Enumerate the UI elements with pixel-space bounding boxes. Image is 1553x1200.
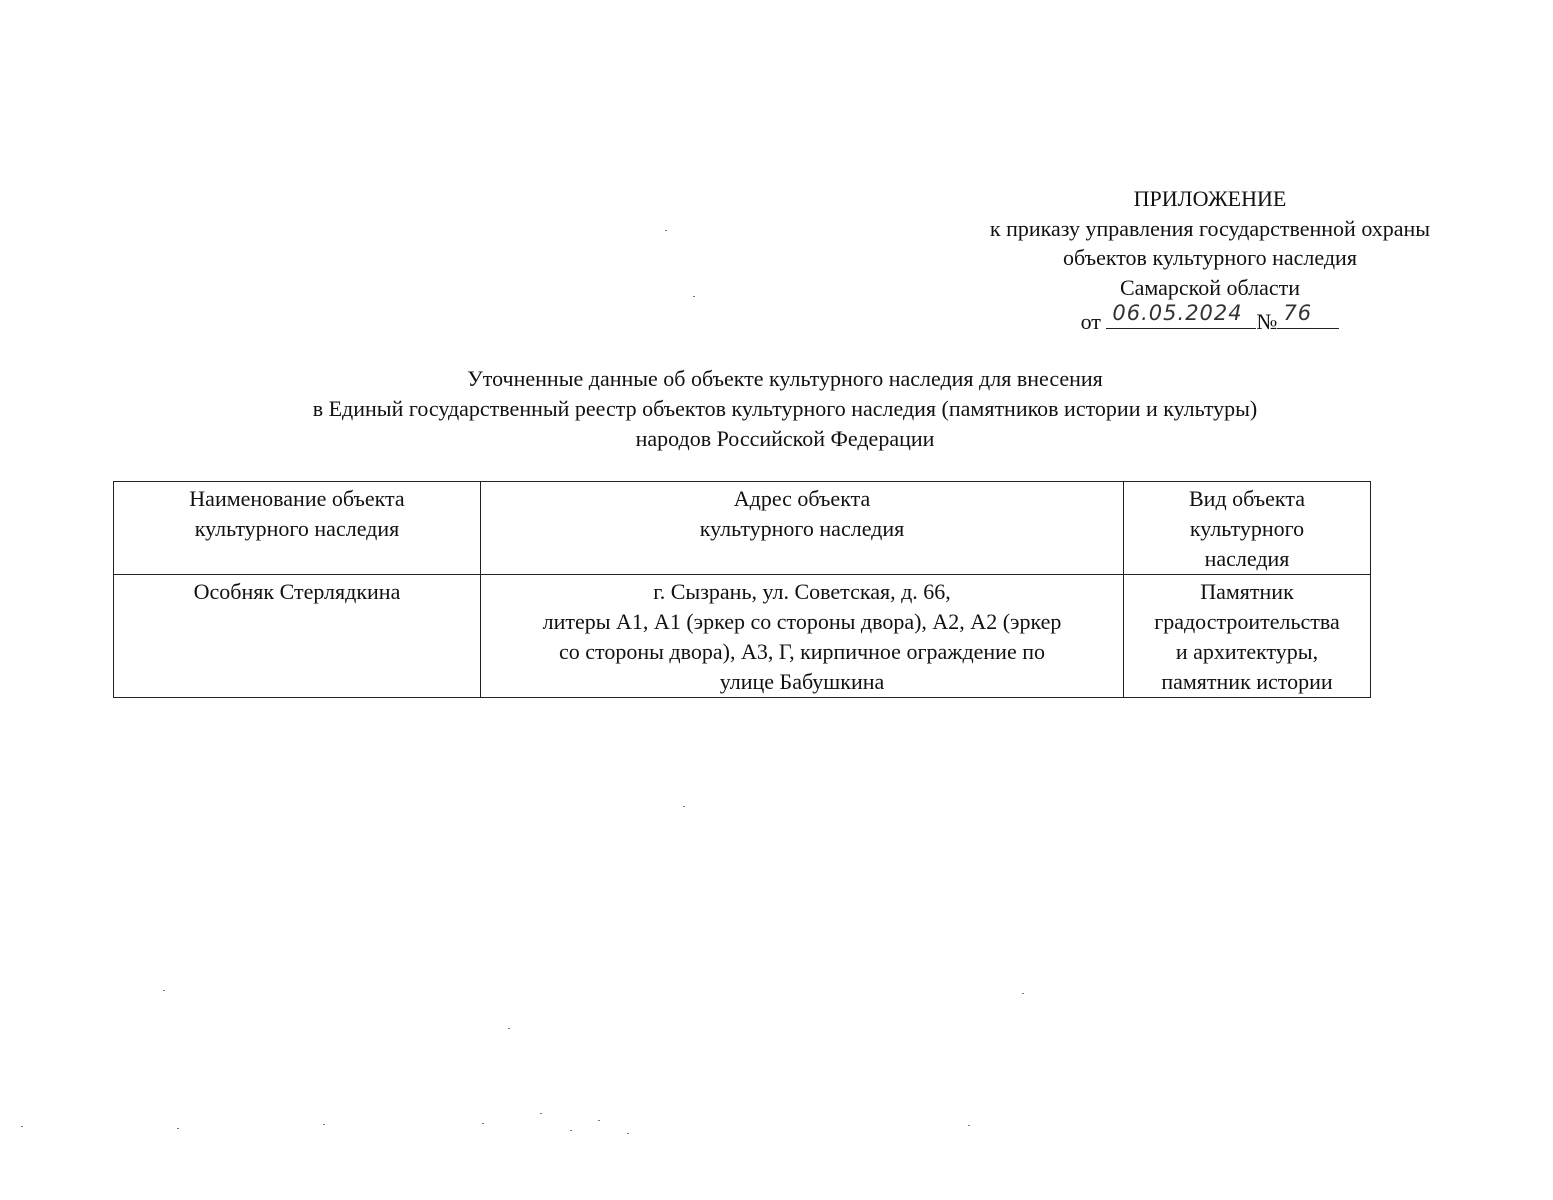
handwritten-date: 06.05.2024 [1112, 301, 1243, 325]
address-line-2: литеры А1, А1 (эркер со стороны двора), А2, А2 (эркер [542, 609, 1062, 634]
appendix-line-3: Самарской области [1119, 274, 1301, 300]
header-address-cell [481, 482, 1124, 575]
appendix-date-line [930, 302, 1490, 337]
address-line-1: г. Сызрань, ул. Советская, д. 66, [653, 579, 951, 604]
object-name-cell [114, 575, 481, 698]
heading-line-2: в Единый государственный реестр объектов культурного наследия (памятников истории и культуры) [312, 396, 1258, 421]
header-name-cell [114, 482, 481, 575]
appendix-title: ПРИЛОЖЕНИЕ [1133, 186, 1287, 211]
address-line-3: со стороны двора), А3, Г, кирпичное ограждение по [559, 639, 1045, 664]
header-type-line-1: Вид объекта [1189, 486, 1305, 511]
date-field [1106, 302, 1256, 329]
header-address-line-2: культурного наследия [699, 516, 905, 541]
address-line-4: улице Бабушкина [719, 669, 885, 694]
header-name-line-1: Наименование объекта [189, 486, 405, 511]
scan-speck [163, 990, 165, 991]
object-name: Особняк Стерлядкина [193, 579, 401, 604]
type-line-4: памятник истории [1161, 669, 1333, 694]
scan-speck [665, 230, 667, 231]
scan-speck [1022, 993, 1024, 994]
number-field [1277, 302, 1339, 329]
number-sign: № [1256, 309, 1278, 334]
appendix-block [930, 184, 1490, 337]
table-header-row [114, 482, 1371, 575]
scan-speck [21, 1126, 23, 1127]
header-type-line-2: культурного [1189, 516, 1305, 541]
type-line-2: градостроительства [1154, 609, 1340, 634]
type-line-1: Памятник [1200, 579, 1294, 604]
scan-speck [508, 1028, 510, 1029]
table-row [114, 575, 1371, 698]
header-address-line-1: Адрес объекта [733, 486, 871, 511]
scan-speck [693, 296, 695, 297]
scan-speck [598, 1120, 600, 1121]
scan-speck [540, 1113, 542, 1114]
scan-speck [683, 806, 685, 807]
document-heading [0, 364, 1553, 454]
type-line-3: и архитектуры, [1175, 639, 1319, 664]
object-address-cell [481, 575, 1124, 698]
scan-speck [627, 1133, 629, 1134]
handwritten-number: 76 [1283, 301, 1313, 325]
object-type-cell [1124, 575, 1371, 698]
header-type-cell [1124, 482, 1371, 575]
scan-speck [968, 1125, 970, 1126]
date-prefix: от [1080, 309, 1101, 334]
heading-line-3: народов Российской Федерации [635, 426, 935, 451]
header-name-line-2: культурного наследия [194, 516, 400, 541]
scan-speck [570, 1130, 572, 1131]
registry-table [113, 481, 1371, 698]
appendix-line-2: объектов культурного наследия [1063, 245, 1357, 270]
heading-line-1: Уточненные данные об объекте культурного наследия для внесения [467, 366, 1103, 391]
header-type-line-3: наследия [1204, 546, 1290, 571]
scan-speck [323, 1124, 325, 1125]
appendix-line-1: к приказу управления государственной охраны [989, 215, 1431, 241]
scan-speck [177, 1128, 179, 1129]
scan-speck [482, 1123, 484, 1124]
